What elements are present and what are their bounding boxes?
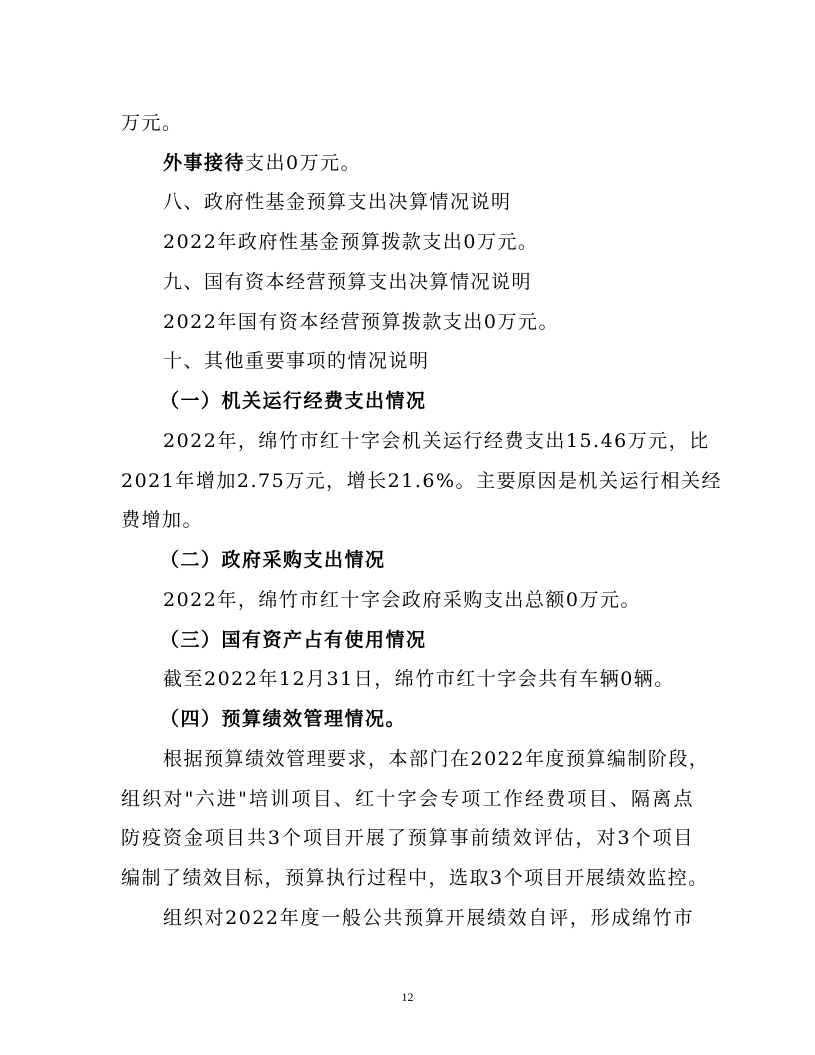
text-line: 2022年政府性基金预算拨款支出0万元。 bbox=[163, 231, 539, 253]
text-line: 费增加。 bbox=[121, 509, 204, 531]
text-line: 2022年，绵竹市红十字会机关运行经费支出15.46万元，比 bbox=[163, 430, 710, 452]
subsection-heading: （三）国有资产占有使用情况 bbox=[160, 629, 427, 651]
text-segment: 支出0万元。 bbox=[245, 152, 362, 174]
bold-term: 外事接待 bbox=[163, 152, 246, 174]
page-number: 12 bbox=[401, 990, 414, 1004]
text-line: 防疫资金项目共3个项目开展了预算事前绩效评估，对3个项目 bbox=[121, 827, 694, 849]
text-line: 2022年，绵竹市红十字会政府采购支出总额0万元。 bbox=[163, 589, 641, 611]
subsection-heading: （二）政府采购支出情况 bbox=[160, 549, 386, 571]
text-line: 组织对"六进"培训项目、红十字会专项工作经费项目、隔离点 bbox=[121, 788, 694, 810]
subsection-heading: （四）预算绩效管理情况。 bbox=[160, 708, 407, 730]
section-heading: 八、政府性基金预算支出决算情况说明 bbox=[163, 191, 512, 213]
subsection-heading: （一）机关运行经费支出情况 bbox=[160, 390, 427, 412]
text-line: 截至2022年12月31日，绵竹市红十字会共有车辆0辆。 bbox=[163, 668, 675, 690]
text-line: 组织对2022年度一般公共预算开展绩效自评，形成绵竹市 bbox=[163, 907, 694, 929]
text-line bbox=[163, 150, 361, 176]
text-line: 万元。 bbox=[121, 112, 183, 134]
text-line: 根据预算绩效管理要求，本部门在2022年度预算编制阶段， bbox=[163, 748, 710, 770]
section-heading: 九、国有资本经营预算支出决算情况说明 bbox=[163, 271, 533, 293]
text-line: 2021年增加2.75万元，增长21.6%。主要原因是机关运行相关经 bbox=[121, 470, 723, 492]
text-line: 2022年国有资本经营预算拨款支出0万元。 bbox=[163, 311, 559, 333]
section-heading: 十、其他重要事项的情况说明 bbox=[163, 350, 430, 372]
text-line: 编制了绩效目标，预算执行过程中，选取3个项目开展绩效监控。 bbox=[121, 867, 709, 889]
